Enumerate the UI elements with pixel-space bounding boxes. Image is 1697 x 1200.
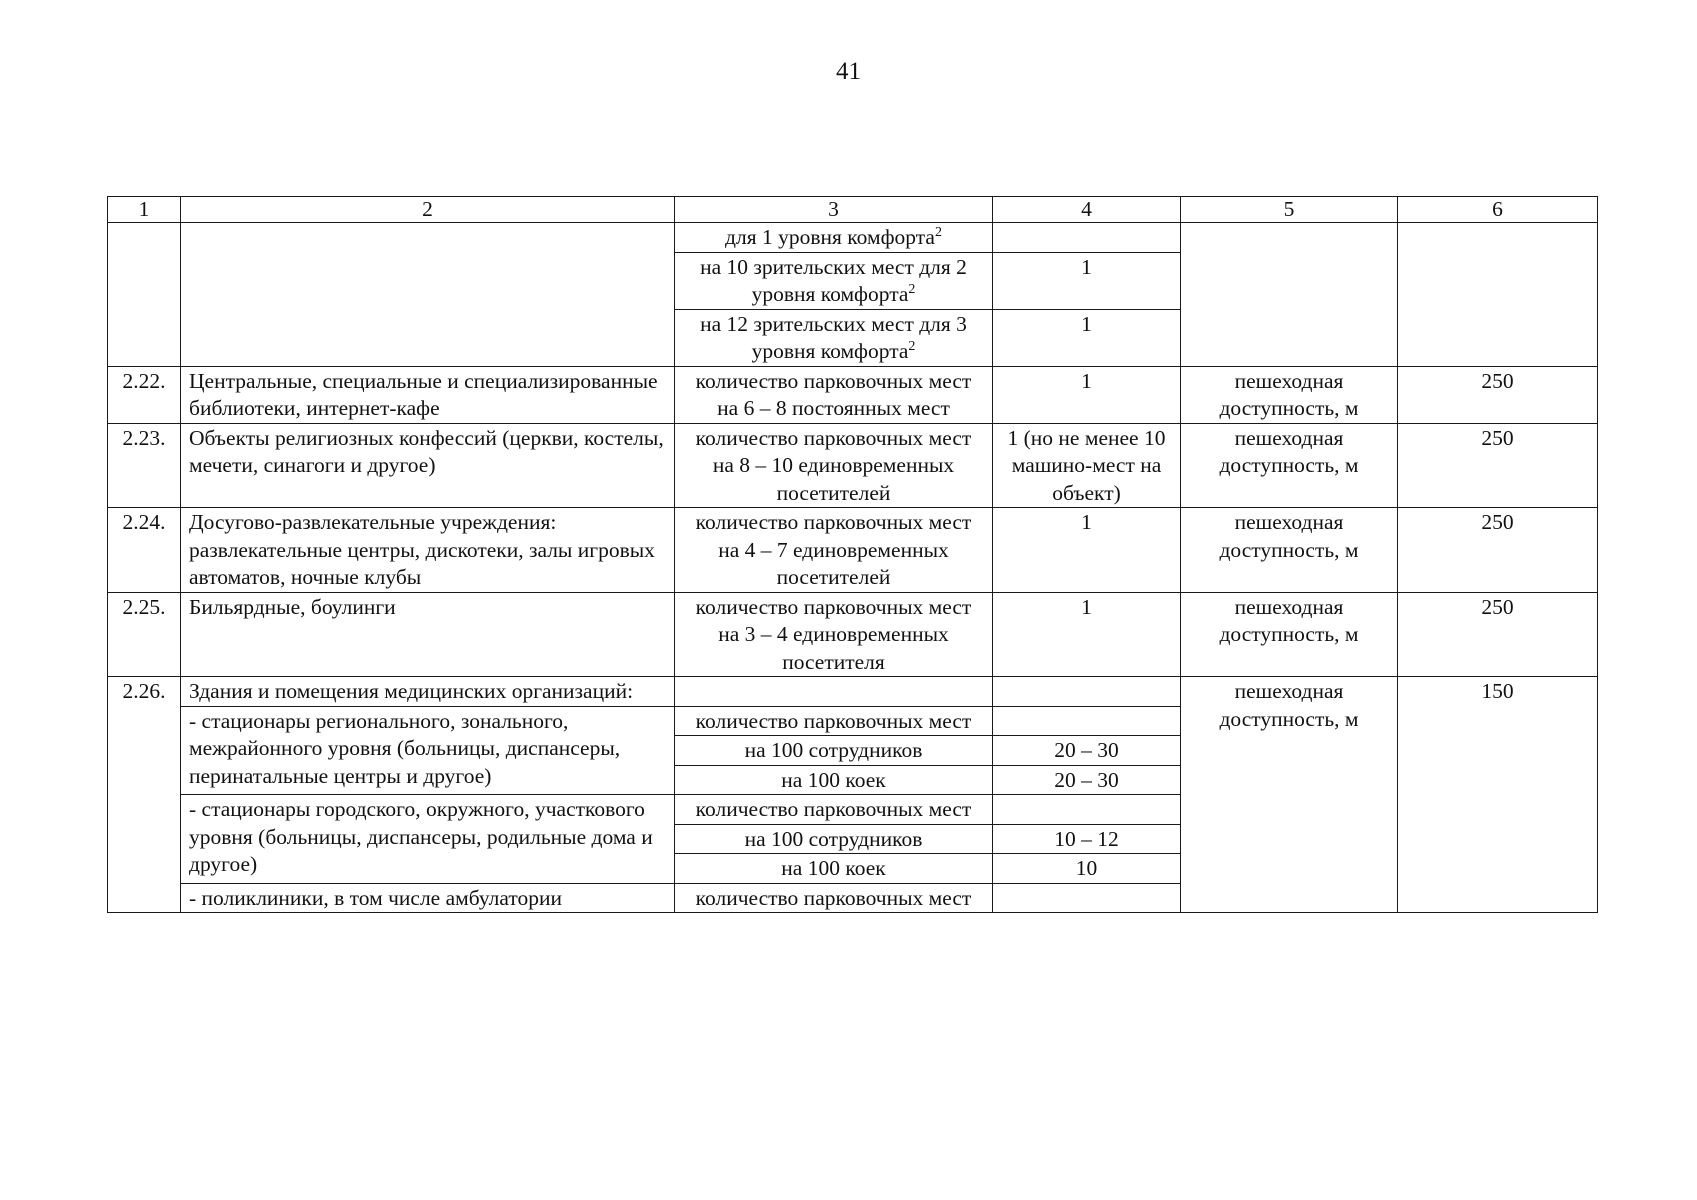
value-cell <box>993 795 1181 825</box>
access-cell: пешеходная доступность, м <box>1181 366 1398 423</box>
unit-cell: количество парковочных мест <box>675 706 993 736</box>
row-number-cell: 2.23. <box>108 423 181 508</box>
object-name-cell: Объекты религиозных конфессий (церкви, костелы, мечети, синагоги и другое) <box>181 423 675 508</box>
access-cell: пешеходная доступность, м <box>1181 677 1398 913</box>
footnote-mark: 2 <box>908 338 916 354</box>
table-row <box>108 677 1598 707</box>
unit-cell: количество парковочных мест <box>675 795 993 825</box>
object-name-cell: - стационары городского, окружного, участкового уровня (больницы, диспансеры, родильные дома и другое) <box>181 795 675 884</box>
unit-cell: количество парковочных мест на 8 – 10 единовременных посетителей <box>675 423 993 508</box>
value-cell <box>993 677 1181 707</box>
value-cell: 1 <box>993 366 1181 423</box>
table-row <box>108 592 1598 677</box>
value-cell: 1 <box>993 592 1181 677</box>
object-name-cell: Досугово-развлекательные учреждения: развлекательные центры, дискотеки, залы игровых автоматов, ночные клубы <box>181 508 675 593</box>
access-cell <box>1181 223 1398 367</box>
object-name-cell <box>181 223 675 367</box>
row-number-cell: 2.25. <box>108 592 181 677</box>
unit-cell <box>675 677 993 707</box>
unit-cell: на 100 сотрудников <box>675 736 993 766</box>
unit-cell: на 100 коек <box>675 854 993 884</box>
unit-cell: на 10 зрительских мест для 2 уровня комфорта$^2$ <box>675 252 993 309</box>
unit-cell: на 100 коек <box>675 765 993 795</box>
value-cell: 10 <box>993 854 1181 884</box>
distance-cell: 250 <box>1398 366 1598 423</box>
value-cell: 1 (но не менее 10 машино-мест на объект) <box>993 423 1181 508</box>
value-cell: 20 – 30 <box>993 765 1181 795</box>
row-number-cell: 2.22. <box>108 366 181 423</box>
object-name-cell: Бильярдные, боулинги <box>181 592 675 677</box>
unit-cell: на 100 сотрудников <box>675 824 993 854</box>
row-number-cell <box>108 223 181 367</box>
table-row <box>108 366 1598 423</box>
table-row <box>108 423 1598 508</box>
value-cell <box>993 706 1181 736</box>
object-name-cell: Здания и помещения медицинских организаций: <box>181 677 675 707</box>
value-cell: 1 <box>993 252 1181 309</box>
header-row <box>108 197 1598 223</box>
distance-cell <box>1398 223 1598 367</box>
value-cell: 10 – 12 <box>993 824 1181 854</box>
unit-cell: для 1 уровня комфорта$^2$ <box>675 223 993 253</box>
distance-cell: 250 <box>1398 508 1598 593</box>
value-cell: 1 <box>993 309 1181 366</box>
parking-norms-table <box>107 196 1598 913</box>
row-number-cell: 2.26. <box>108 677 181 913</box>
distance-cell: 250 <box>1398 423 1598 508</box>
object-name-cell: Центральные, специальные и специализированные библиотеки, интернет-кафе <box>181 366 675 423</box>
table-row <box>108 223 1598 253</box>
value-cell <box>993 223 1181 253</box>
unit-cell: количество парковочных мест на 4 – 7 единовременных посетителей <box>675 508 993 593</box>
header-col-3: 3 <box>675 197 993 223</box>
header-col-5: 5 <box>1181 197 1398 223</box>
header-col-6: 6 <box>1398 197 1598 223</box>
page-number: 41 <box>836 58 861 85</box>
access-cell: пешеходная доступность, м <box>1181 423 1398 508</box>
unit-cell: количество парковочных мест <box>675 883 993 913</box>
value-cell: 20 – 30 <box>993 736 1181 766</box>
object-name-cell: - стационары регионального, зонального, межрайонного уровня (больницы, диспансеры, перинатальные центры и другое) <box>181 706 675 795</box>
header-col-4: 4 <box>993 197 1181 223</box>
distance-cell: 150 <box>1398 677 1598 913</box>
table-row <box>108 508 1598 593</box>
header-col-1: 1 <box>108 197 181 223</box>
unit-cell: на 12 зрительских мест для 3 уровня комфорта$^2$ <box>675 309 993 366</box>
access-cell: пешеходная доступность, м <box>1181 592 1398 677</box>
row-number-cell: 2.24. <box>108 508 181 593</box>
value-cell: 1 <box>993 508 1181 593</box>
access-cell: пешеходная доступность, м <box>1181 508 1398 593</box>
unit-cell: количество парковочных мест на 3 – 4 единовременных посетителя <box>675 592 993 677</box>
object-name-cell: - поликлиники, в том числе амбулатории <box>181 883 675 913</box>
footnote-mark: 2 <box>908 281 916 297</box>
footnote-mark: 2 <box>934 224 942 240</box>
unit-cell: количество парковочных мест на 6 – 8 постоянных мест <box>675 366 993 423</box>
header-col-2: 2 <box>181 197 675 223</box>
distance-cell: 250 <box>1398 592 1598 677</box>
value-cell <box>993 883 1181 913</box>
